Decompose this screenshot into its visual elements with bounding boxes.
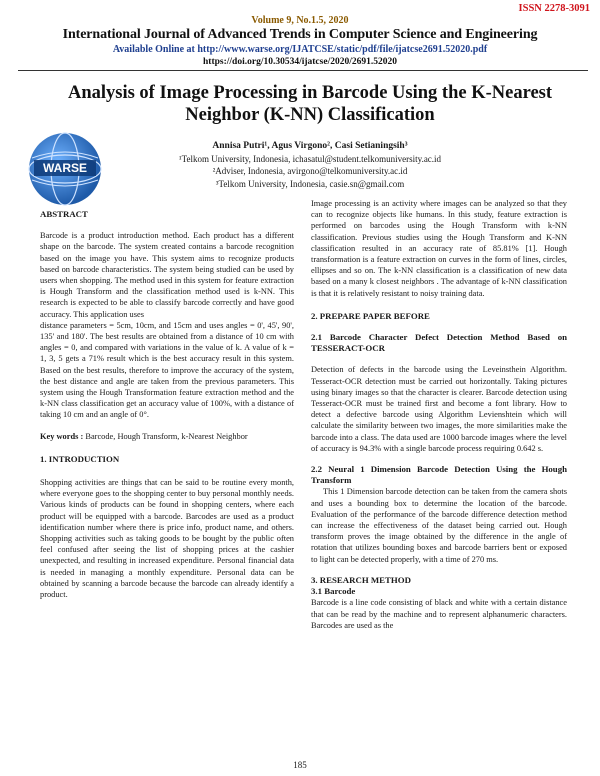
affiliation-3: ³Telkom University, Indonesia, casie.sn@gmail.com [215, 178, 405, 189]
doi-link[interactable]: https://doi.org/10.30534/ijatcse/2020/2691.52020 [203, 57, 397, 67]
section-3-1-heading: 3.1 Barcode [311, 586, 356, 597]
paper-title: Analysis of Image Processing in Barcode Using the K-Nearest Neighbor (K-NN) Classification [67, 83, 553, 125]
available-online-link[interactable]: Available Online at http://www.warse.org/IJATCSE/static/pdf/file/ijatcse2691.52020.pdf [112, 44, 488, 55]
section-2-2-heading: 2.2 Neural 1 Dimension Barcode Detection Using the Hough Transform [311, 464, 567, 486]
issn-label: ISSN 2278-3091 [518, 3, 590, 14]
warse-logo [24, 128, 106, 210]
keywords-text: Barcode, Hough Transform, k-Nearest Neighbor [83, 431, 248, 441]
section-2-1-heading: 2.1 Barcode Character Defect Detection Method Based on TESSERACT-OCR [311, 332, 567, 354]
section-2-1-paragraph: Detection of defects in the barcode using the Leveinsthein Algorithm. Tesseract-OCR detection must be carried out horizontally. Taking pictures using binary images so that the character is clearer. Barcode detection using Tesseract-OCR must be trained first and become a font library. How to detect a defective barcode using Algorithm Levienshtein which will calculate the similarity between two images, the more similarities make the barcode into a class. The data used are 1000 barcode images where the level of accuracy is 94.3% with a single barcode process requiring 0.642 s. [311, 365, 567, 453]
page-number: 185 [293, 760, 307, 770]
keywords [40, 431, 294, 442]
affiliation-2: ²Adviser, Indonesia, avirgono@telkomuniversity.ac.id [212, 166, 408, 176]
introduction-heading: 1. INTRODUCTION [40, 453, 120, 464]
affiliation-1: ¹Telkom University, Indonesia, ichasatul@student.telkomuniversity.ac.id [178, 153, 442, 164]
keywords-label: Key words : [40, 431, 84, 441]
abstract-heading: ABSTRACT [40, 209, 88, 219]
right-column [311, 198, 567, 631]
volume-line: Volume 9, No.1.5, 2020 [251, 15, 349, 26]
abstract-paragraph-2: distance parameters = 5cm, 10cm, and 15cm and uses angles = 0', 45', 90', 135' and 180'. The best results are obtained from a distance of 10 cm with angles = 0, and compared with variations in the value of k. A value of k = 1, 3, 5 gets a 71% result which is the best accuracy result in this system. Based on the best results, therefore to improve the accuracy of the system, the best distance and angle are taken from the previous parameters. This system using the Hough Transformation feature extraction method and the k-NN class classification get an accuracy value of 100%, with a distance of taking 10 cm and an angle of 0°. [40, 320, 294, 420]
journal-title: International Journal of Advanced Trends in Computer Science and Engineering [62, 27, 538, 42]
section-3-heading: 3. RESEARCH METHOD [311, 574, 411, 585]
section-3-1-paragraph: Barcode is a line code consisting of black and white with a certain distance that can be read by the machine and to represent alphanumeric characters. Barcodes are used as the [311, 598, 567, 630]
section-2-2-paragraph: This 1 Dimension barcode detection can be taken from the camera shots and uses a bounding box to determine the location of the barcode. Evaluation of the performance of the barcode difference detection method can increase the effectiveness of the dataset being carried out. Hough transform proves the image obtained by the difference in the angle of rotation that utilizes bounding boxes and barcode barriers bent or exposed to light can be detected properly, with a time of 270 ms. [311, 487, 567, 564]
logo-text: WARSE [42, 161, 88, 175]
right-paragraph-1: Image processing is an activity where images can be analyzed so that they can to recognize objects like humans. In this study, feature extraction is performed on barcodes using the Hough Transform with k-NN classification. Previous studies using the Hough Transform and K-NN classification resulted in an accuracy rate of 85.81% [1]. Hough transformation is a feature extraction on curves in the form of lines, circles, ellipses and so on. The k-NN classification is a classification of new data based on a many k closest neighbors . The advantage of k-NN classification is that it is relatively resistant to noisy training data. [311, 199, 567, 298]
author-names: Annisa Putri¹, Agus Virgono², Casi Setianingsih³ [212, 141, 408, 151]
author-block [110, 140, 510, 190]
left-column [40, 209, 294, 600]
abstract-paragraph-1: Barcode is a product introduction method. Each product has a different shape on the barcode. The system created contains a barcode recognition based on the image you have. This system aims to recognize products based on barcode characteristics. The system being studied can be used by users when shopping. The method used in this system for feature extraction is Hough Transform and the classification method used is k-NN. This research is expected to be able to classify barcode correctly and have good accuracy. This application uses [40, 231, 294, 319]
introduction-paragraph: Shopping activities are things that can be said to be routine every month, where everyone goes to the shopping center to buy personal monthly needs. Various kinds of products can be found in shopping centers, where each product will be equipped with a barcode. Barcodes are used as a product identification number where there is price info, product name, and others. Shopping activities such as taking goods to be bought by the public often feel confused after seeing the list of shopping prices at the cashier unexpected, and resulting in increased expenditure. Personal financial data is needed in managing a monthly expenditure. Personal data can be obtained by scanning a barcode because the barcode can already identify a product. [40, 478, 294, 600]
header-rule [18, 70, 588, 71]
section-2-heading: 2. PREPARE PAPER BEFORE [311, 310, 430, 321]
